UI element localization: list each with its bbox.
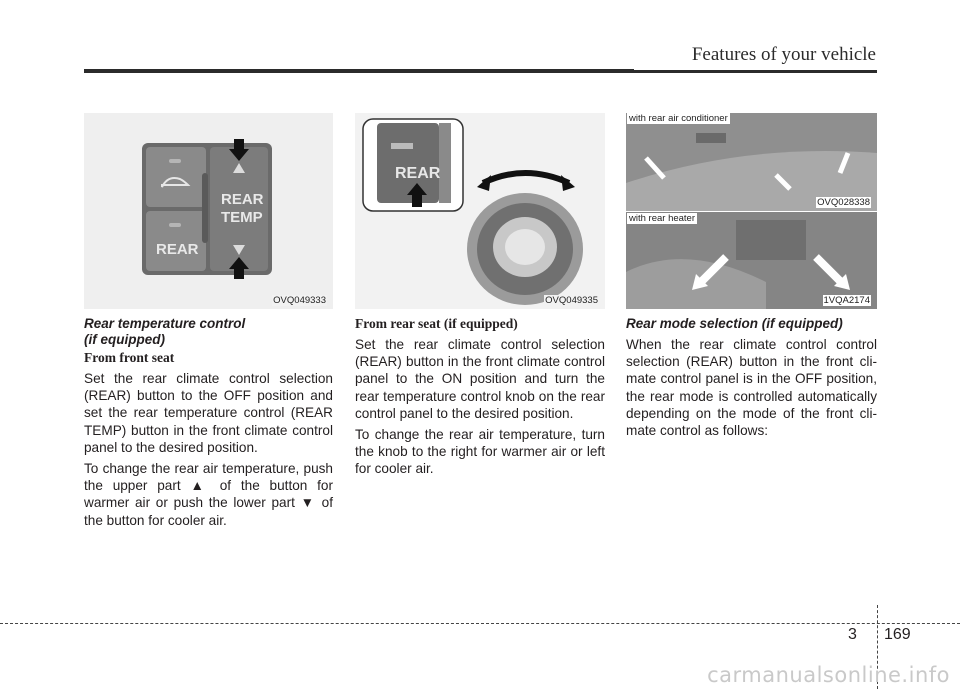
variant-label-air-conditioner: with rear air conditioner (629, 113, 728, 124)
section-heading-line1: Rear temperature control (84, 316, 246, 331)
paragraph: Set the rear climate control selection (REAR) button to the OFF position and set the rear temperature control (REAR TEMP) button in the front climate control panel to the desired position. (84, 371, 333, 455)
rear-knob-illustration (355, 113, 605, 309)
paragraph: To change the rear air temperature, push the upper part ▲ of the button for warmer air or push the lower part ▼ of the button for cooler air. (84, 461, 333, 528)
footer-rule (0, 623, 960, 624)
figure-rear-knob (355, 113, 605, 309)
section-heading: Rear mode selection (if equipped) (626, 316, 843, 331)
rear-temp-label-line1: REAR (221, 191, 264, 208)
front-panel-illustration (84, 113, 333, 309)
rear-temp-label-line2: TEMP (221, 209, 263, 226)
rear-button-label: REAR (156, 241, 199, 258)
section-number: 3 (848, 626, 857, 643)
column-rear-temperature-control (84, 316, 333, 533)
column-rear-seat (355, 316, 605, 482)
figure-code-bottom: 1VQA2174 (823, 295, 870, 306)
page-number: 169 (884, 626, 911, 643)
subheading-front-seat: From front seat (84, 350, 175, 365)
figure-code: OVQ049333 (273, 295, 326, 306)
photo-rear-heater (626, 212, 877, 309)
photo-rear-air-conditioner (626, 113, 877, 211)
header-rule (84, 70, 877, 73)
figure-rear-vents (626, 113, 877, 309)
figure-front-panel-buttons (84, 113, 333, 309)
variant-label-heater: with rear heater (629, 213, 696, 224)
rear-button-label: REAR (395, 165, 441, 182)
figure-code: OVQ049335 (545, 295, 598, 306)
paragraph: Set the rear climate control selection (REAR) button in the front climate control panel to the ON position and turn the rear temperature control knob on the rear control panel to the desired position. (355, 337, 605, 421)
figure-code-top: OVQ028338 (817, 197, 870, 208)
watermark: carmanualsonline.info (707, 663, 950, 687)
subheading-rear-seat: From rear seat (if equipped) (355, 316, 518, 331)
paragraph: To change the rear air temperature, turn the knob to the right for warmer air or left for cooler air. (355, 427, 605, 477)
page-header-title: Features of your vehicle (691, 44, 876, 65)
column-rear-mode-selection (626, 316, 877, 443)
paragraph: When the rear climate control control selection (REAR) button in the front cli-mate control panel is in the OFF position, the rear mode is controlled automatically depending on the mode of the front cli-mate control as follows: (626, 337, 877, 439)
section-heading-line2: (if equipped) (84, 332, 165, 347)
